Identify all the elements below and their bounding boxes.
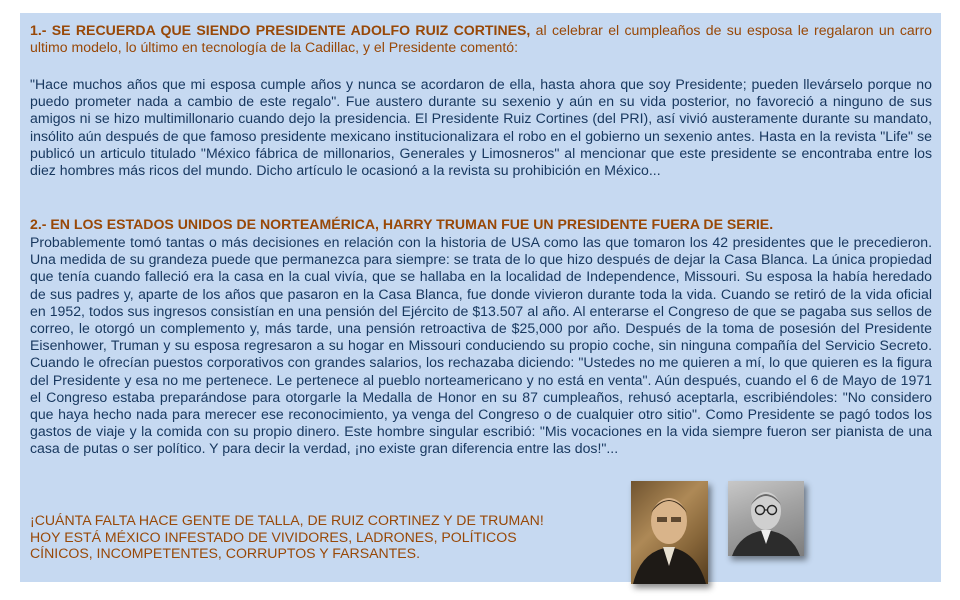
paragraph-1-lead: 1.- SE RECUERDA QUE SIENDO PRESIDENTE ADOLFO RUIZ CORTINES,: [30, 22, 531, 38]
closing-paragraph: [30, 512, 630, 562]
quote-paragraph: "Hace muchos años que mi esposa cumple años y nunca se acordaron de ella, hasta ahora que soy Presidente; pueden llevárselo porque no puedo prometer nada a cambio de este regalo". Fue austero durante su sexenio y aún en su vida posterior, no favoreció a ninguno de sus amigos ni se hizo multimillonario cuando dejo la presidencia. El Presidente Ruiz Cortines (del PRI), así vivió austeramente durante su mandato, insólito aún después de que famoso presidente mexicano institucionalizara el robo en el gobierno un sexenio antes. Hasta en la revista "Life" se publicó un articulo titulado "México fábrica de millonarios, Generales y Limosneros" al mencionar que este presidente se encontraba entre los diez hombres más ricos del mundo. Dicho artículo le ocasionó a la revista su prohibición en México...: [30, 76, 932, 179]
portrait-ruiz-cortines: [631, 481, 708, 584]
closing-line-2: HOY ESTÁ MÉXICO INFESTADO DE VIVIDORES, LADRONES, POLÍTICOS: [30, 528, 517, 545]
content-panel: [20, 13, 941, 582]
closing-line-3: CÍNICOS, INCOMPETENTES, CORRUPTOS Y FARSANTES.: [30, 545, 420, 562]
portrait-truman: [728, 481, 804, 556]
closing-line-1: ¡CUÁNTA FALTA HACE GENTE DE TALLA, DE RUIZ CORTINEZ Y DE TRUMAN!: [30, 512, 544, 528]
truman-paragraph: Probablemente tomó tantas o más decisiones en relación con la historia de USA como las que tomaron los 42 presidentes que le precedieron. Una medida de su grandeza puede que permanezca para siempre: se trata de lo que hizo después de dejar la Casa Blanca. La única propiedad que tenía cuando falleció era la casa en la cual vivía, que se hallaba en la localidad de Independence, Missouri. Su esposa la había heredado de sus padres y, aparte de los años que pasaron en la Casa Blanca, fue donde vivieron durante toda la vida. Cuando se retiró de la vida oficial en 1952, todos sus ingresos consistían en una pensión del Ejército de $13.507 al año. Al enterarse el Congreso de que se pagaba sus sellos de correo, le otorgó un complemento y, más tarde, una pensión retroactiva de $25,000 por año. Después de la toma de posesión del Presidente Eisenhower, Truman y su esposa regresaron a su hogar en Missouri conduciendo su propio coche, sin ninguna compañía del Servicio Secreto. Cuando le ofrecían puestos corporativos con grandes salarios, los rechazaba diciendo: "Ustedes no me quieren a mí, lo que quieren es la figura del Presidente y esa no me pertenece. Le pertenece al pueblo norteamericano y no está en venta". Aún después, cuando el 6 de Mayo de 1971 el Congreso estaba preparándose para otorgarle la Medalla de Honor en su 87 cumpleaños, rehusó aceptarla, escribiéndoles: "No considero que haya hecho nada para merecer ese reconocimiento, ya venga del Congreso o de cualquier otro sitio". Como Presidente se pagó todos los gastos de viaje y la comida con su propio dinero. Este hombre singular escribió: "Mis vocaciones en la vida siempre fueron ser pianista de una casa de putas o ser político. Y para decir la verdad, ¡no existe gran diferencia entre las dos!"...: [30, 234, 932, 457]
section-2-heading: 2.- EN LOS ESTADOS UNIDOS DE NORTEAMÉRICA, HARRY TRUMAN FUE UN PRESIDENTE FUERA DE SERIE.: [30, 216, 774, 232]
paragraph-1-rest: al celebrar el cumpleaños de su esposa le regalaron un carro ultimo modelo, lo último en tecnología de la Cadillac, y el Presidente comentó:: [30, 22, 932, 56]
paragraph-1: [30, 22, 932, 56]
